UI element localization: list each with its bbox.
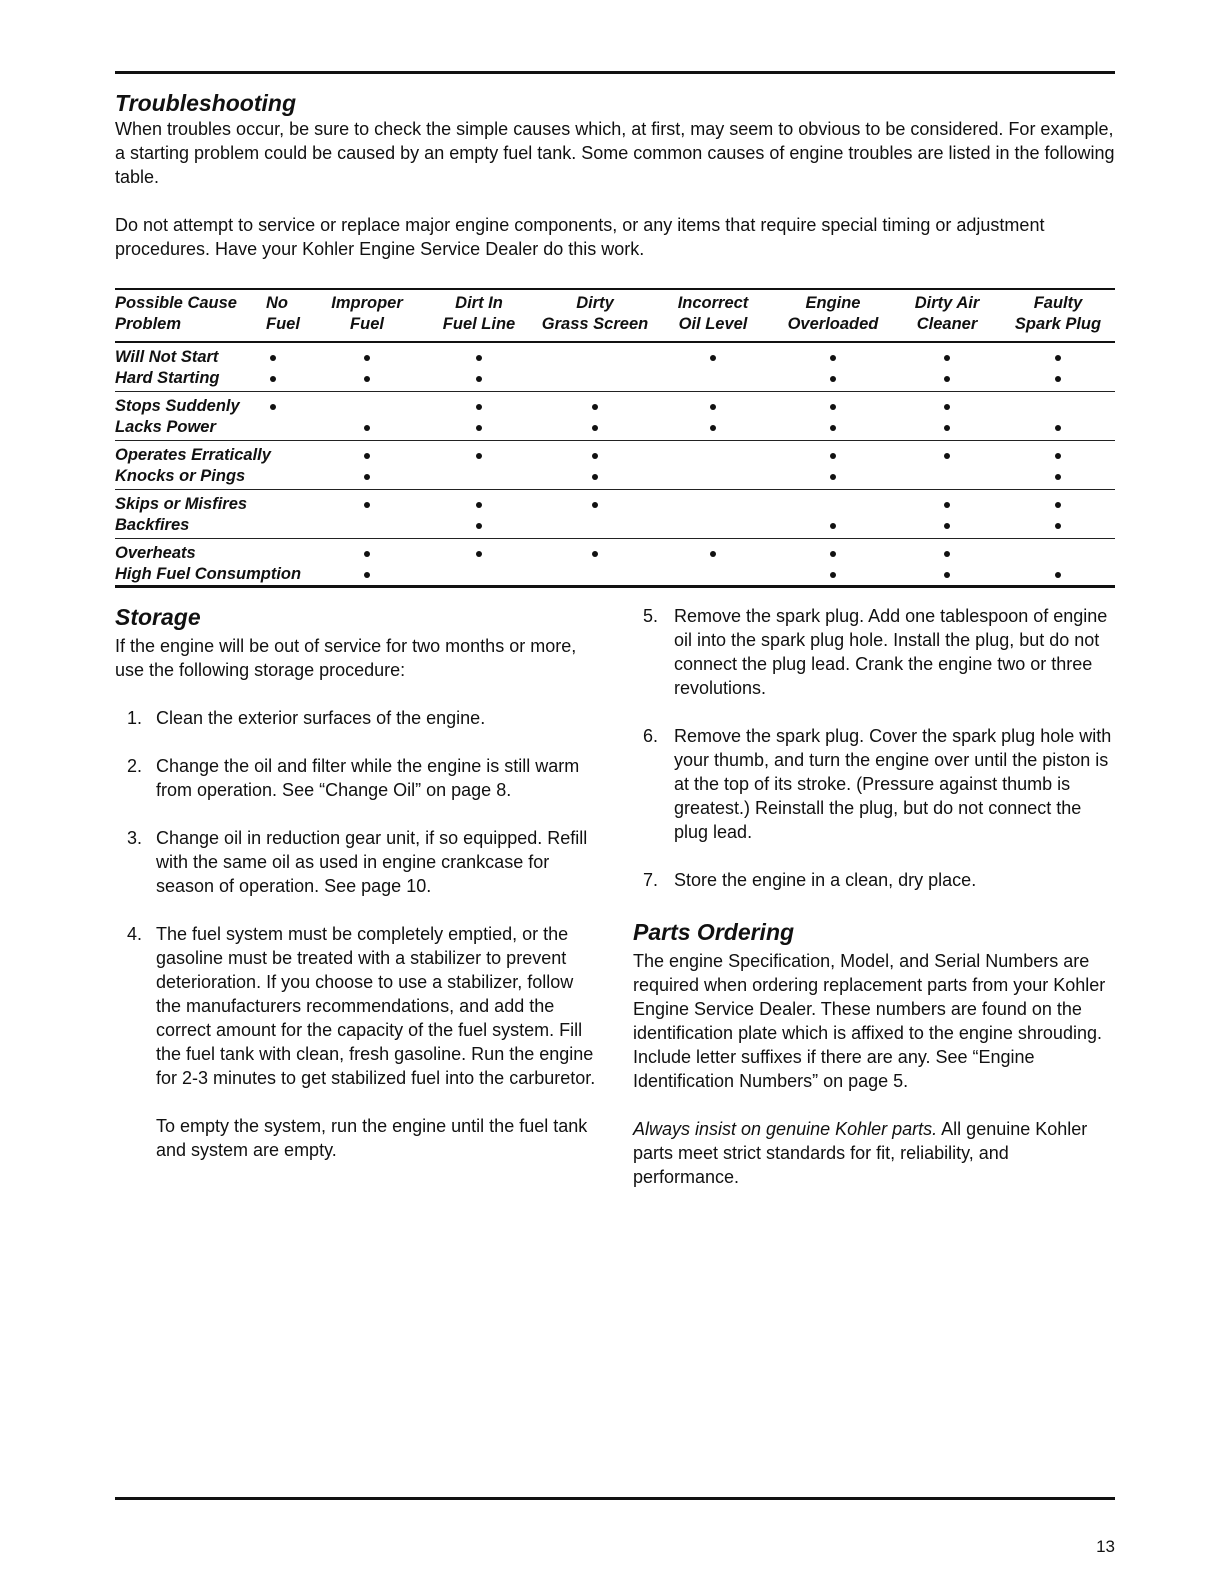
cause-cell bbox=[313, 564, 421, 587]
genuine-parts-text: All genuine Kohler parts meet strict standards for fit, reliability, and performance. bbox=[633, 1119, 1088, 1187]
list-item: 7. Store the engine in a clean, dry place. bbox=[643, 870, 977, 890]
bullet-mark bbox=[592, 502, 598, 508]
bullet-mark bbox=[944, 502, 950, 508]
cause-cell bbox=[1001, 392, 1115, 418]
cause-cell bbox=[421, 392, 537, 418]
storage-section bbox=[115, 604, 600, 1162]
cause-cell bbox=[256, 490, 313, 516]
cause-cell bbox=[421, 368, 537, 392]
bullet-mark bbox=[592, 474, 598, 480]
list-item: 4. The fuel system must be completely emptied, or the gasoline must be treated with a stabilizer to prevent deterioration. If you choose to use a stabilizer, follow the manufacturers recommendations, and add the correct amount for the capacity of the fuel system. Fill the fuel tank with clean, fresh gasoline. Run the engine for 2-3 minutes to get stabilized fuel into the carburetor. To empty the system, run the engine until the fuel tank and system are empty. bbox=[115, 922, 600, 1162]
cause-cell bbox=[313, 515, 421, 539]
cause-cell bbox=[893, 441, 1001, 467]
cause-cell bbox=[1001, 466, 1115, 490]
cause-cell bbox=[537, 490, 653, 516]
cause-cell bbox=[893, 490, 1001, 516]
cause-cell bbox=[653, 564, 773, 587]
bullet-mark bbox=[944, 551, 950, 557]
cause-cell bbox=[313, 539, 421, 565]
bullet-mark bbox=[476, 551, 482, 557]
cause-cell bbox=[421, 466, 537, 490]
bullet-mark bbox=[710, 551, 716, 557]
parts-ordering-heading: Parts Ordering bbox=[633, 919, 795, 945]
bullet-mark bbox=[270, 376, 276, 382]
bullet-mark bbox=[1055, 453, 1061, 459]
bullet-mark bbox=[830, 523, 836, 529]
corner-header: Possible Cause Problem bbox=[115, 294, 237, 333]
cause-cell bbox=[773, 342, 893, 368]
bullet-mark bbox=[1055, 502, 1061, 508]
cause-cell bbox=[256, 539, 313, 565]
cause-cell bbox=[537, 466, 653, 490]
bullet-mark bbox=[476, 453, 482, 459]
cause-cell bbox=[773, 441, 893, 467]
table-row bbox=[115, 490, 1115, 516]
bullet-mark bbox=[270, 355, 276, 361]
bullet-mark bbox=[1055, 523, 1061, 529]
cause-cell bbox=[421, 564, 537, 587]
bullet-mark bbox=[364, 355, 370, 361]
cause-cell bbox=[893, 342, 1001, 368]
column-header-no-fuel: No Fuel bbox=[266, 294, 300, 333]
bullet-mark bbox=[1055, 572, 1061, 578]
cause-cell bbox=[421, 417, 537, 441]
list-item: 1. Clean the exterior surfaces of the engine. bbox=[127, 708, 486, 728]
bullet-mark bbox=[270, 404, 276, 410]
cause-cell bbox=[653, 466, 773, 490]
bullet-mark bbox=[944, 523, 950, 529]
list-item: 5. Remove the spark plug. Add one tablespoon of engine oil into the spark plug hole. Install the plug, but do not connect the plug lead. Crank the engine two or three revolutions. bbox=[643, 606, 1108, 698]
table-row bbox=[115, 539, 1115, 565]
bullet-mark bbox=[364, 502, 370, 508]
column-header-dirt-in-fuel-line: Dirt In Fuel Line bbox=[442, 294, 516, 333]
table-row bbox=[115, 515, 1115, 539]
cause-cell bbox=[893, 515, 1001, 539]
cause-cell bbox=[256, 392, 313, 418]
parts-ordering-body: The engine Specification, Model, and Serial Numbers are required when ordering replacement parts from your Kohler Engine Service Dealer. These numbers are found on the identification plate which is affixed to the engine shrouding. Include letter suffixes if there are any. See “Engine Identification Numbers” on page 5. bbox=[633, 951, 1106, 1091]
cause-cell bbox=[773, 539, 893, 565]
storage-steps-right bbox=[633, 604, 1118, 892]
column-header-engine-overloaded: Engine Overloaded bbox=[787, 294, 879, 333]
cause-cell bbox=[773, 515, 893, 539]
cause-cell bbox=[773, 466, 893, 490]
cause-cell bbox=[653, 515, 773, 539]
column-header-improper-fuel: Improper Fuel bbox=[331, 294, 403, 333]
bullet-mark bbox=[830, 551, 836, 557]
list-item-subparagraph: To empty the system, run the engine until the fuel tank and system are empty. bbox=[156, 1116, 588, 1160]
storage-heading: Storage bbox=[115, 604, 201, 630]
cause-cell bbox=[421, 342, 537, 368]
bullet-mark bbox=[476, 355, 482, 361]
problem-cell: Skips or Misfires bbox=[115, 495, 248, 513]
cause-cell bbox=[537, 368, 653, 392]
cause-cell bbox=[313, 490, 421, 516]
cause-cell bbox=[537, 392, 653, 418]
cause-cell bbox=[1001, 539, 1115, 565]
parts-ordering-section bbox=[633, 919, 1118, 1189]
bullet-mark bbox=[710, 355, 716, 361]
problem-cell: Backfires bbox=[115, 516, 190, 534]
table-body bbox=[115, 342, 1115, 587]
cause-cell bbox=[1001, 417, 1115, 441]
bullet-mark bbox=[364, 425, 370, 431]
table-row bbox=[115, 342, 1115, 368]
cause-cell bbox=[893, 466, 1001, 490]
bullet-mark bbox=[1055, 474, 1061, 480]
cause-cell bbox=[537, 342, 653, 368]
cause-cell bbox=[256, 417, 313, 441]
cause-cell bbox=[313, 368, 421, 392]
list-item: 2. Change the oil and filter while the engine is still warm from operation. See “Change Oil” on page 8. bbox=[127, 756, 580, 800]
cause-cell bbox=[537, 515, 653, 539]
bullet-mark bbox=[944, 453, 950, 459]
bullet-mark bbox=[1055, 425, 1061, 431]
bullet-mark bbox=[364, 572, 370, 578]
bullet-mark bbox=[592, 425, 598, 431]
cause-cell bbox=[773, 417, 893, 441]
page-number: 13 bbox=[1096, 1537, 1115, 1556]
table-row bbox=[115, 368, 1115, 392]
table-row bbox=[115, 441, 1115, 467]
problem-cell: Operates Erratically bbox=[115, 446, 271, 464]
bullet-mark bbox=[944, 355, 950, 361]
cause-cell bbox=[421, 490, 537, 516]
bullet-mark bbox=[830, 474, 836, 480]
cause-cell bbox=[893, 539, 1001, 565]
bullet-mark bbox=[364, 551, 370, 557]
cause-cell bbox=[313, 417, 421, 441]
cause-cell bbox=[1001, 441, 1115, 467]
bullet-mark bbox=[476, 404, 482, 410]
troubleshooting-heading: Troubleshooting bbox=[115, 90, 297, 116]
cause-cell bbox=[537, 539, 653, 565]
bullet-mark bbox=[944, 376, 950, 382]
bullet-mark bbox=[476, 502, 482, 508]
bullet-mark bbox=[364, 453, 370, 459]
bullet-mark bbox=[944, 425, 950, 431]
bullet-mark bbox=[592, 551, 598, 557]
bullet-mark bbox=[364, 474, 370, 480]
cause-cell bbox=[653, 417, 773, 441]
problem-cell: Lacks Power bbox=[115, 418, 216, 436]
storage-intro: If the engine will be out of service for two months or more, use the following storage procedure: bbox=[115, 636, 577, 680]
cause-cell bbox=[773, 392, 893, 418]
bullet-mark bbox=[710, 425, 716, 431]
column-header-dirty-air-cleaner: Dirty Air Cleaner bbox=[914, 294, 980, 333]
troubleshooting-note: Do not attempt to service or replace major engine components, or any items that require special timing or adjustment procedures. Have your Kohler Engine Service Dealer do this work. bbox=[115, 215, 1045, 259]
cause-cell bbox=[421, 515, 537, 539]
column-header-faulty-spark-plug: Faulty Spark Plug bbox=[1014, 294, 1102, 333]
troubleshooting-intro: When troubles occur, be sure to check the simple causes which, at first, may seem to obvious to be considered. For example, a starting problem could be caused by an empty fuel tank. Some common causes of engine troubles are listed in the following table. bbox=[115, 119, 1115, 187]
bullet-mark bbox=[830, 453, 836, 459]
cause-cell bbox=[653, 539, 773, 565]
bullet-mark bbox=[1055, 376, 1061, 382]
bullet-mark bbox=[710, 404, 716, 410]
cause-cell bbox=[1001, 342, 1115, 368]
bullet-mark bbox=[364, 376, 370, 382]
cause-cell bbox=[773, 490, 893, 516]
cause-cell bbox=[421, 441, 537, 467]
cause-cell bbox=[313, 392, 421, 418]
bullet-mark bbox=[476, 523, 482, 529]
problem-cell: Knocks or Pings bbox=[115, 467, 246, 485]
cause-cell bbox=[313, 441, 421, 467]
column-header-incorrect-oil-level: Incorrect Oil Level bbox=[677, 294, 749, 333]
cause-cell bbox=[653, 441, 773, 467]
cause-cell bbox=[1001, 515, 1115, 539]
bullet-mark bbox=[830, 376, 836, 382]
bullet-mark bbox=[1055, 355, 1061, 361]
bullet-mark bbox=[476, 425, 482, 431]
cause-cell bbox=[537, 564, 653, 587]
bullet-mark bbox=[944, 572, 950, 578]
cause-cell bbox=[893, 368, 1001, 392]
list-item: 6. Remove the spark plug. Cover the spark plug hole with your thumb, and turn the engine over until the piston is at the top of its stroke. (Pressure against thumb is greatest.) Reinstall the plug, but do not connect the plug lead. bbox=[643, 726, 1112, 842]
bullet-mark bbox=[830, 355, 836, 361]
cause-cell bbox=[653, 368, 773, 392]
cause-cell bbox=[537, 441, 653, 467]
problem-cell: Stops Suddenly bbox=[115, 397, 240, 415]
table-header bbox=[115, 289, 1115, 342]
cause-cell bbox=[893, 392, 1001, 418]
bullet-mark bbox=[476, 376, 482, 382]
table-row bbox=[115, 417, 1115, 441]
top-rule bbox=[115, 71, 1115, 74]
cause-cell bbox=[1001, 368, 1115, 392]
cause-cell bbox=[313, 466, 421, 490]
cause-cell bbox=[653, 490, 773, 516]
cause-cell bbox=[256, 342, 313, 368]
cause-cell bbox=[773, 564, 893, 587]
table-row bbox=[115, 466, 1115, 490]
cause-cell bbox=[421, 539, 537, 565]
storage-steps-left bbox=[115, 706, 600, 1162]
genuine-parts-note bbox=[633, 1117, 1118, 1189]
bullet-mark bbox=[830, 572, 836, 578]
troubleshooting-table bbox=[115, 288, 1115, 588]
table-row bbox=[115, 564, 1115, 587]
bullet-mark bbox=[830, 404, 836, 410]
list-item: 3. Change oil in reduction gear unit, if so equipped. Refill with the same oil as used in engine crankcase for season of operation. See page 10. bbox=[127, 828, 588, 896]
problem-cell: Hard Starting bbox=[115, 369, 220, 387]
right-column bbox=[633, 604, 1118, 1189]
cause-cell bbox=[313, 342, 421, 368]
bullet-mark bbox=[944, 404, 950, 410]
cause-cell bbox=[893, 417, 1001, 441]
cause-cell bbox=[893, 564, 1001, 587]
cause-cell bbox=[1001, 490, 1115, 516]
cause-cell bbox=[653, 342, 773, 368]
troubleshooting-section bbox=[115, 90, 1115, 261]
problem-cell: Will Not Start bbox=[115, 348, 219, 366]
cause-cell bbox=[773, 368, 893, 392]
genuine-parts-emphasis: Always insist on genuine Kohler parts. bbox=[633, 1119, 938, 1139]
cause-cell bbox=[256, 368, 313, 392]
problem-cell: Overheats bbox=[115, 544, 196, 562]
bullet-mark bbox=[592, 453, 598, 459]
cause-cell bbox=[1001, 564, 1115, 587]
table-row bbox=[115, 392, 1115, 418]
bullet-mark bbox=[830, 425, 836, 431]
problem-cell: High Fuel Consumption bbox=[115, 565, 302, 583]
cause-cell bbox=[256, 466, 313, 490]
bottom-rule bbox=[115, 1497, 1115, 1500]
cause-cell bbox=[256, 515, 313, 539]
bullet-mark bbox=[592, 404, 598, 410]
cause-cell bbox=[537, 417, 653, 441]
column-header-dirty-grass-screen: Dirty Grass Screen bbox=[541, 294, 649, 333]
cause-cell bbox=[653, 392, 773, 418]
